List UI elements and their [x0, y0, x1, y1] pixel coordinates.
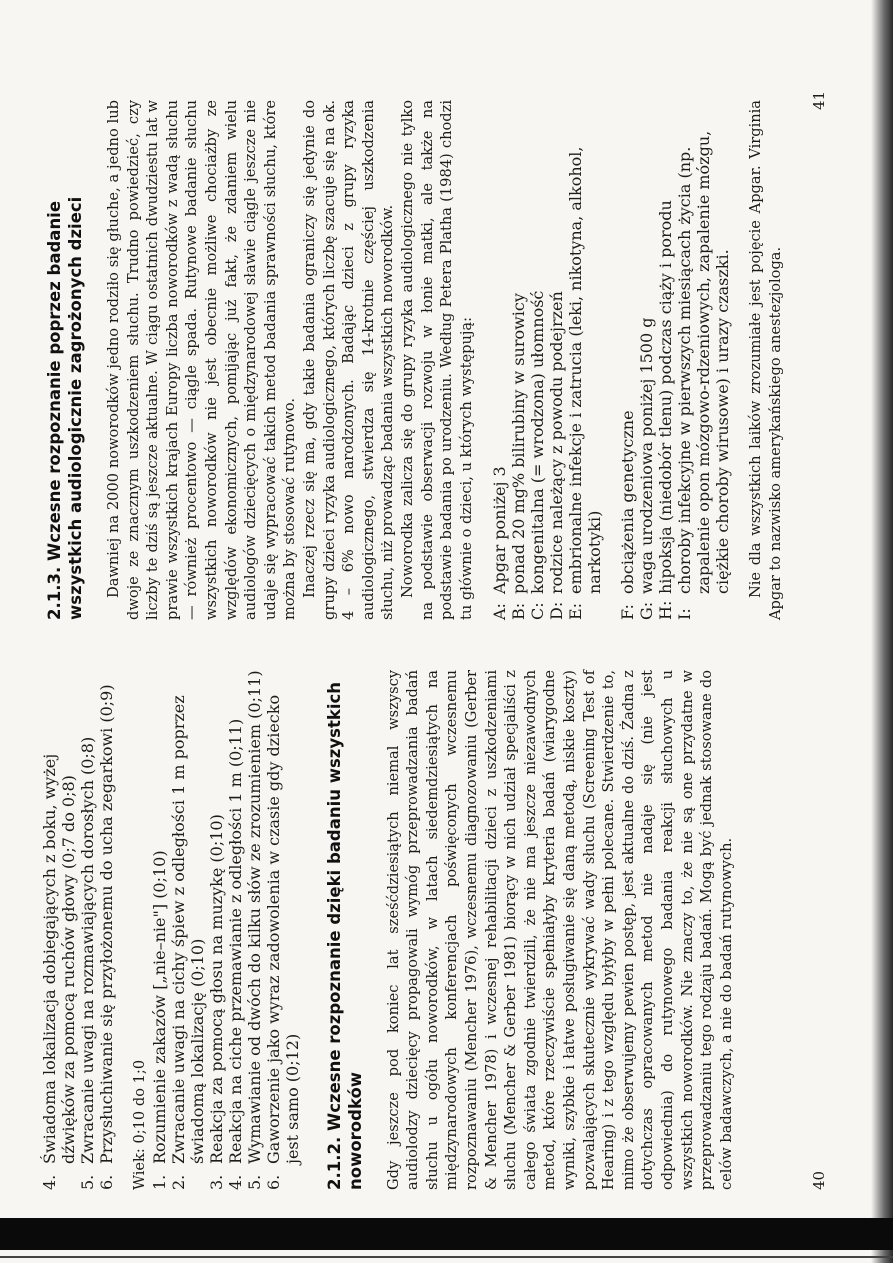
list-item: 4. Reakcja na ciche przemawianie z odległości 1 m (0;11): [225, 718, 245, 1190]
right-page: [40, 100, 785, 620]
body-paragraph: Gdy jeszcze pod koniec lat sześćdziesiątych niemal wszyscy audiolodzy dziecięcy propagowali wymóg przeprowadzania badań słuchu u ogółu noworodków, w latach siedemdziesiątych na międzynarodowych konferencjach poświęconych wczesnemu rozpoznawaniu (Mencher 1976), wczesnemu diagnozowaniu (Gerber & Mencher 1978) i wczesnej rehabilitacji dzieci z uszkodzeniami słuchu (Mencher & Gerber 1981) biorący w nich udział specjaliści z całego świata zgodnie twierdzili, że nie ma jeszcze niezawodnych metod, które rzeczywiście spełniałyby kryteria badań (wiarygodne wyniki, szybkie i łatwe posługiwanie się daną metodą, niskie koszty) pozwalających skutecznie wykrywać wady słuchu (Screening Test of Hearing) i z tego względu byłyby w pełni polecane. Stwierdzenie to, mimo że obserwujemy pewien postęp, jest aktualne do dziś. Żadna z dotychczas opracowanych metod nie nadaje się (nie jest odpowiednia) do rutynowego badania reakcji słuchowych u wszystkich noworodków. Nie znaczy to, że nie są one przydatne w przeprowadzaniu tego rodzaju badań. Mogą być jednak stosowane do celów badawczych, a nie do badań rutynowych.: [384, 670, 735, 1190]
list-item: 1. Rozumienie zakazów [„nie–nie"] (0;10): [149, 850, 169, 1190]
risk-factor-list: [490, 100, 732, 620]
body-paragraph: Inaczej rzecz się ma, gdy takie badania ograniczy się jedynie do grupy dzieci ryzyka audiologicznego, których liczbę szacuje się na ok. 4 – 6% nowo narodzonych. Badając dzieci z grupy ryzyka audiologicznego, stwierdza się 14-krotnie częściej uszkodzenia słuchu, niż prowadząc badania wszystkich noworodków.: [300, 100, 397, 620]
list-item: 3. Reakcja za pomocą głosu na muzykę (0;10): [206, 814, 226, 1190]
list-item: 6. Przysłuchiwanie się przyłożonemu do ucha zegarkowi (0;9): [97, 684, 116, 1190]
scan-edge-shadow: [871, 0, 893, 1263]
list-item: F: obciążenia genetyczne: [618, 410, 638, 620]
list-item: 5. Zwracanie uwagi na rozmawiających dorosłych (0;8): [78, 736, 97, 1190]
list-item: C: kongenitalna (= wrodzona) ułomność: [528, 290, 548, 620]
list-item: D: rodzice należący z powodu podejrzeń: [547, 291, 567, 620]
list-item: B: ponad 20 mg% bilirubiny w surowicy: [509, 293, 529, 620]
scan-bottom-line: [0, 1256, 893, 1258]
list-item: 6. Gaworzenie jako wyraz zadowolenia w czasie gdy dziecko jest samo (0;12): [263, 694, 302, 1190]
section-heading-2-1-2: 2.1.2. Wczesne rozpoznanie dzięki badaniu wszystkich noworodków: [324, 681, 365, 1190]
milestone-list-b: [150, 670, 302, 1190]
section-heading-2-1-3: 2.1.3. Wczesne rozpoznanie poprzez badanie wszystkich audiologicznie zagrożonych dzieci: [45, 196, 85, 620]
list-item: A: Apgar poniżej 3: [490, 466, 510, 620]
list-item: 2. Zwracanie uwagi na cichy śpiew z odległości 1 m poprzez świadomą lokalizację (0;10): [168, 695, 207, 1190]
list-item: 5. Wymawianie od dwóch do kilku słów ze zrozumieniem (0;11): [244, 670, 264, 1190]
age-heading: Wiek: 0;10 do 1;0: [131, 1059, 148, 1190]
page-number: 40: [810, 1170, 828, 1190]
list-item: H: hipoksja (niedobór tlenu) podczas ciąży i porodu: [656, 200, 676, 620]
page-number: 41: [810, 90, 828, 110]
milestone-list-a: [40, 670, 116, 1190]
body-paragraph: Dawniej na 2000 noworodków jedno rodziło się głuche, a jedno lub dwoje ze znacznym uszkodzeniem słuchu. Trudno powiedzieć, czy liczby te dziś są jeszcze aktualne. W ciągu ostatnich dwudziestu lat w prawie wszystkich krajach Europy liczba noworodków z wadą słuchu — również procentowo — ciągle spada. Rutynowe badanie słuchu wszystkich noworodków nie jest obecnie możliwe chociażby ze względów ekonomicznych, pomijając już fakt, że zdaniem wielu audiologów dziecięcych o międzynarodowej sławie ciągle jeszcze nie udaje się wypracować takich metod badania sprawności słuchu, które można by stosować rutynowo.: [105, 100, 299, 620]
left-page: [40, 670, 736, 1190]
book-spread: [0, 20, 850, 1210]
list-item: E: embrionalne infekcje i zatrucia (leki, nikotyna, alkohol, narkotyki): [566, 146, 605, 620]
list-item: I: choroby infekcyjne w pierwszych miesiącach życia (np. zapalenie opon mózgowo-rdzeniowych, zapalenie mózgu, ciężkie choroby wirusowe) i urazy czaszki.: [675, 130, 733, 620]
scan-binding-band: [0, 1218, 893, 1250]
list-item: G: waga urodzeniowa poniżej 1500 g: [637, 317, 657, 620]
list-item: 4. Świadoma lokalizacja dobiegających z boku, wyżej dźwięków za pomocą ruchów głowy (0;7 do 0;8): [40, 753, 78, 1190]
body-paragraph: Nie dla wszystkich laików zrozumiałe jest pojęcie Apgar. Virginia Apgar to nazwisko amerykańskiego anestezjologa.: [747, 100, 784, 620]
body-paragraph: Noworodka zalicza się do grupy ryzyka audiologicznego nie tylko na podstawie obserwacji rozwoju w łonie matki, ale także na podstawie badania po urodzeniu. Według Petera Platha (1984) chodzi tu głównie o dzieci, u których występują:: [398, 100, 475, 620]
